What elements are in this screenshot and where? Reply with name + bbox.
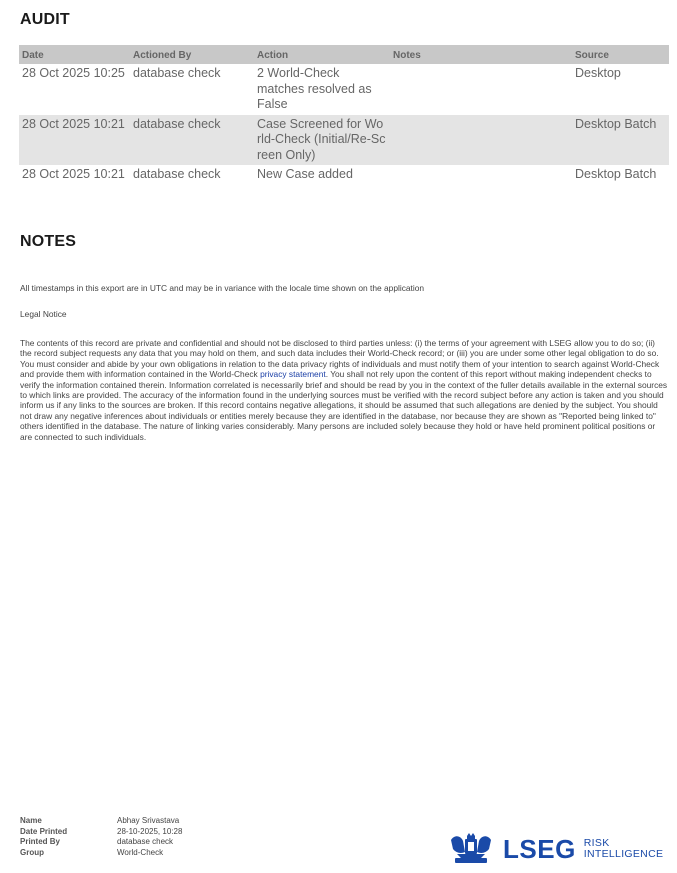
audit-table [19,45,669,185]
cell-action: New Case added [257,167,353,181]
footer-name-value: Abhay Srivastava [117,816,180,825]
legal-notice-label: Legal Notice [20,309,67,319]
cell-notes [390,115,572,166]
cell-notes [390,64,572,115]
table-row [19,115,669,166]
legal-notice-body [20,338,668,442]
lseg-logo [447,832,663,866]
header-notes: Notes [390,45,572,64]
cell-source: Desktop Batch [572,115,669,166]
logo-brand-text: LSEG [503,833,576,864]
logo-line-risk: RISK [583,837,610,849]
logo-subtitle [584,838,663,860]
audit-title: AUDIT [20,11,70,28]
footer-group-label: Group [20,847,44,857]
cell-notes [390,165,572,185]
cell-actioned-by: database check [133,167,221,181]
legal-text-part: . You shall not rely upon the content of this report without making independent checks to verify the information contained therein. Information correlated is necessarily brief and should be read by you in the context of the fuller details available in the external sources to which links are provided. The accuracy of the information found in the underlying sources must be verified with the record subject before any action is taken and you should inform us if any links to the sources are broken. If this record contains negative allegations, it should be assumed that such allegations are denied by the subject. You should not draw any negative inferences about individuals or entities merely because they are identified in the database, nor because they are shown as "Reported being linked to" others identified in the database. The nature of linking varies considerably. Many persons are included solely because they hold or have held prominent political positions or are connected to such individuals. [20,369,668,442]
header-date: Date [19,45,130,64]
timezone-note: All timestamps in this export are in UTC and may be in variance with the locale time shown on the application [20,283,425,293]
privacy-statement-link[interactable]: privacy statement [260,369,326,380]
footer-name-label: Name [20,816,42,825]
cell-date: 28 Oct 2025 10:25 [22,66,125,80]
cell-source: Desktop Batch [575,167,657,181]
logo-line-intelligence: INTELLIGENCE [583,848,664,860]
header-actioned-by: Actioned By [130,45,254,64]
table-row [19,165,669,185]
footer-printed-by-value: database check [117,837,174,846]
cell-action: Case Screened for World-Check (Initial/Re-Screen Only) [254,115,390,166]
cell-source: Desktop [575,66,621,80]
header-action: Action [254,45,390,64]
cell-actioned-by: database check [130,115,254,166]
cell-actioned-by: database check [133,66,221,80]
legal-text-part: The contents of this record are private and confidential and should not be disclosed to third parties unless: (i) the terms of your agreement with LSEG allow you to do so; (ii) the record subject requests any data that you may hold on them, and such data includes their World-Check record; or (iii) you are under some other legal obligation to do so. You must consider and abide by your own obligations in relation to the data privacy rights of individuals and must notify them of your intention to search against World-Check and provide them with information contained in the World-Check [20,338,660,380]
cell-action: 2 World-Check matches resolved as False [257,66,372,111]
crest-icon [447,832,495,866]
notes-title: NOTES [20,233,77,250]
print-footer [20,816,182,858]
audit-header-row [19,45,669,64]
cell-date: 28 Oct 2025 10:21 [22,167,125,181]
footer-date-label: Date Printed [20,826,68,836]
header-source: Source [572,45,669,64]
footer-printed-by-label: Printed By [20,837,61,846]
table-row [19,64,669,115]
footer-group-value: World-Check [117,847,164,857]
footer-date-value: 28-10-2025, 10:28 [117,826,183,836]
cell-date: 28 Oct 2025 10:21 [19,115,130,166]
